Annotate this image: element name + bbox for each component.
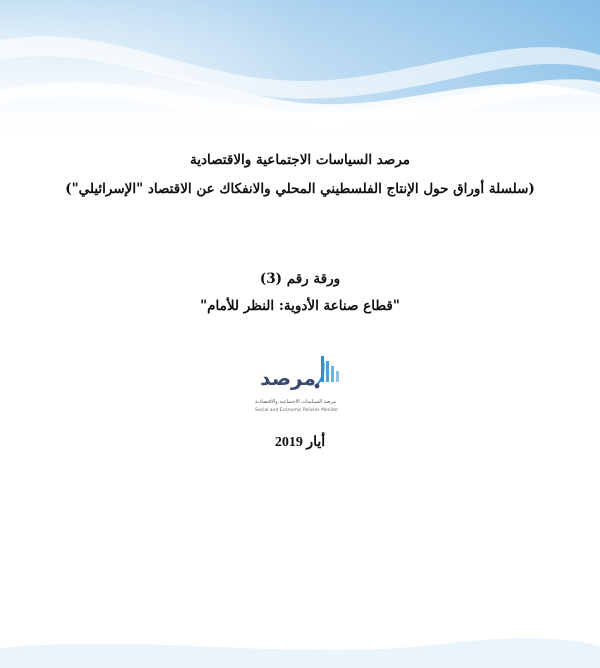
paper-number: ورقة رقم (3)	[259, 271, 341, 287]
publication-date: أيار 2019	[274, 435, 326, 450]
organization-logo	[255, 352, 347, 422]
series-title: (سلسلة أوراق حول الإنتاج الفلسطيني المحلي والانفكاك عن الاقتصاد "الإسرائيلي")	[65, 181, 535, 197]
logo-wordmark: مرصد	[260, 366, 316, 390]
footer-wave-graphic	[0, 608, 600, 668]
logo-subtitle-english: Social and Economic Policies Monitor	[255, 408, 339, 413]
header-wave-graphic	[0, 0, 600, 150]
organization-name: مرصد السياسات الاجتماعية والاقتصادية	[189, 152, 411, 168]
logo-subtitle-arabic: مرصد السياسات الاجتماعية والاقتصادية	[255, 399, 337, 405]
paper-title: "قطاع صناعة الأدوية: النظر للأمام"	[200, 298, 400, 314]
